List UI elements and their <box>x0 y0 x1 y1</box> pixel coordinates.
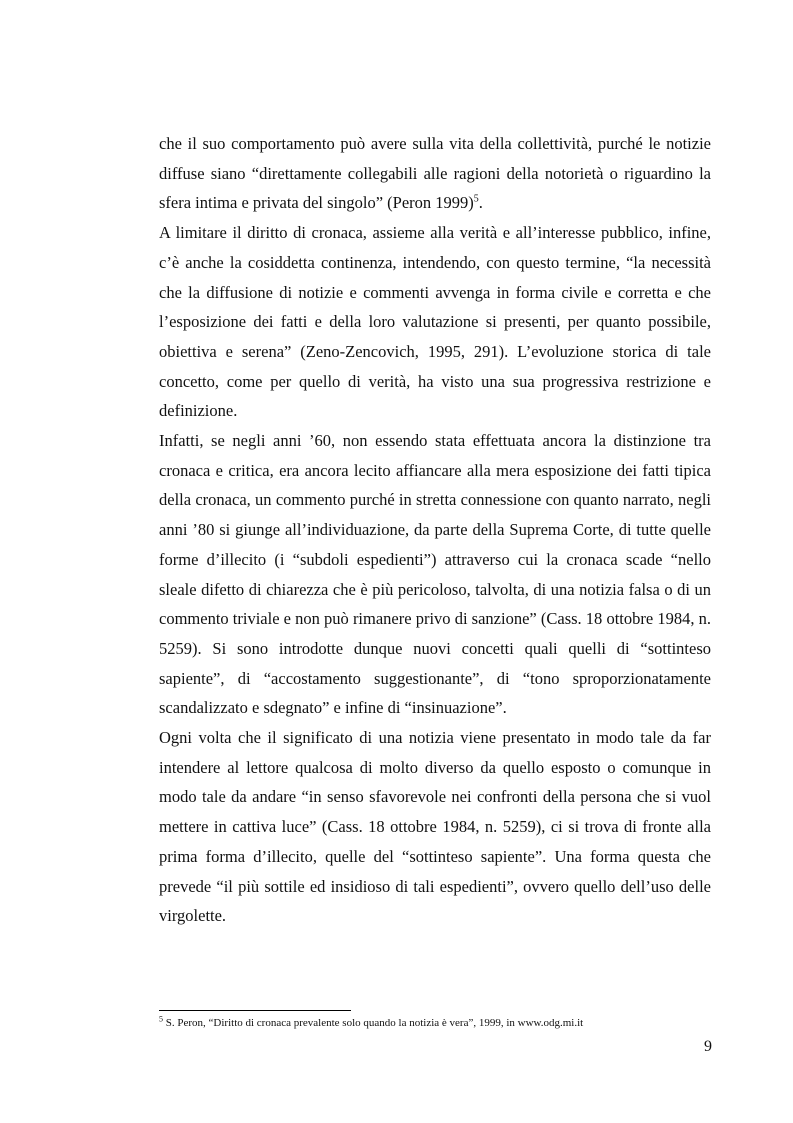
page-number: 9 <box>704 1038 712 1055</box>
footnote <box>159 1016 719 1030</box>
footnote-number: 5 <box>159 1014 163 1024</box>
footnote-separator <box>159 1010 351 1011</box>
footnote-text: S. Peron, “Diritto di cronaca prevalente solo quando la notizia è vera”, 1999, in www.odg.mi.it <box>163 1017 584 1029</box>
paragraph: A limitare il diritto di cronaca, assieme alla verità e all’interesse pubblico, infine, c’è anche la cosiddetta continenza, intendendo, con questo termine, “la necessità che la diffusione di notizie e commenti avvenga in forma civile e corretta e che l’esposizione dei fatti e della loro valutazione si presenti, per quanto possibile, obiettiva e serena” (Zeno-Zencovich, 1995, 291). L’evoluzione storica di tale concetto, come per quello di verità, ha visto una sua progressiva restrizione e definizione. <box>159 223 711 421</box>
paragraph: Infatti, se negli anni ’60, non essendo stata effettuata ancora la distinzione tra cronaca e critica, era ancora lecito affiancare alla mera esposizione dei fatti tipica della cronaca, un commento purché in stretta connessione con quanto narrato, negli anni ’80 si giunge all’individuazione, da parte della Suprema Corte, di tutte quelle forme d’illecito (i “subdoli espedienti”) attraverso cui la cronaca scade “nello sleale difetto di chiarezza che è più pericoloso, talvolta, di una notizia falsa o di un commento triviale e non può rimanere privo di sanzione” (Cass. 18 ottobre 1984, n. 5259). Si sono introdotte dunque nuovi concetti quali quelli di “sottinteso sapiente”, di “accostamento suggestionante”, di “tono sproporzionatamente scandalizzato e sdegnato” e infine di “insinuazione”. <box>159 431 711 718</box>
paragraph <box>159 129 711 218</box>
footnote-reference: 5 <box>473 193 479 205</box>
body-text <box>159 129 711 931</box>
paragraph-text: che il suo comportamento può avere sulla vita della collettività, purché le notizie diffuse siano “direttamente collegabili alle ragioni della notorietà o riguardino la sfera intima e privata del singolo” (Peron 1999) <box>159 134 711 213</box>
paragraph: Ogni volta che il significato di una notizia viene presentato in modo tale da far intendere al lettore qualcosa di molto diverso da quello esposto o comunque in modo tale da andare “in senso sfavorevole nei confronti della persona che si vuol mettere in cattiva luce” (Cass. 18 ottobre 1984, n. 5259), ci si trova di fronte alla prima forma d’illecito, quelle del “sottinteso sapiente”. Una forma questa che prevede “il più sottile ed insidioso di tali espedienti”, ovvero quello dell’uso delle virgolette. <box>159 728 711 926</box>
paragraph-tail: . <box>478 193 483 213</box>
